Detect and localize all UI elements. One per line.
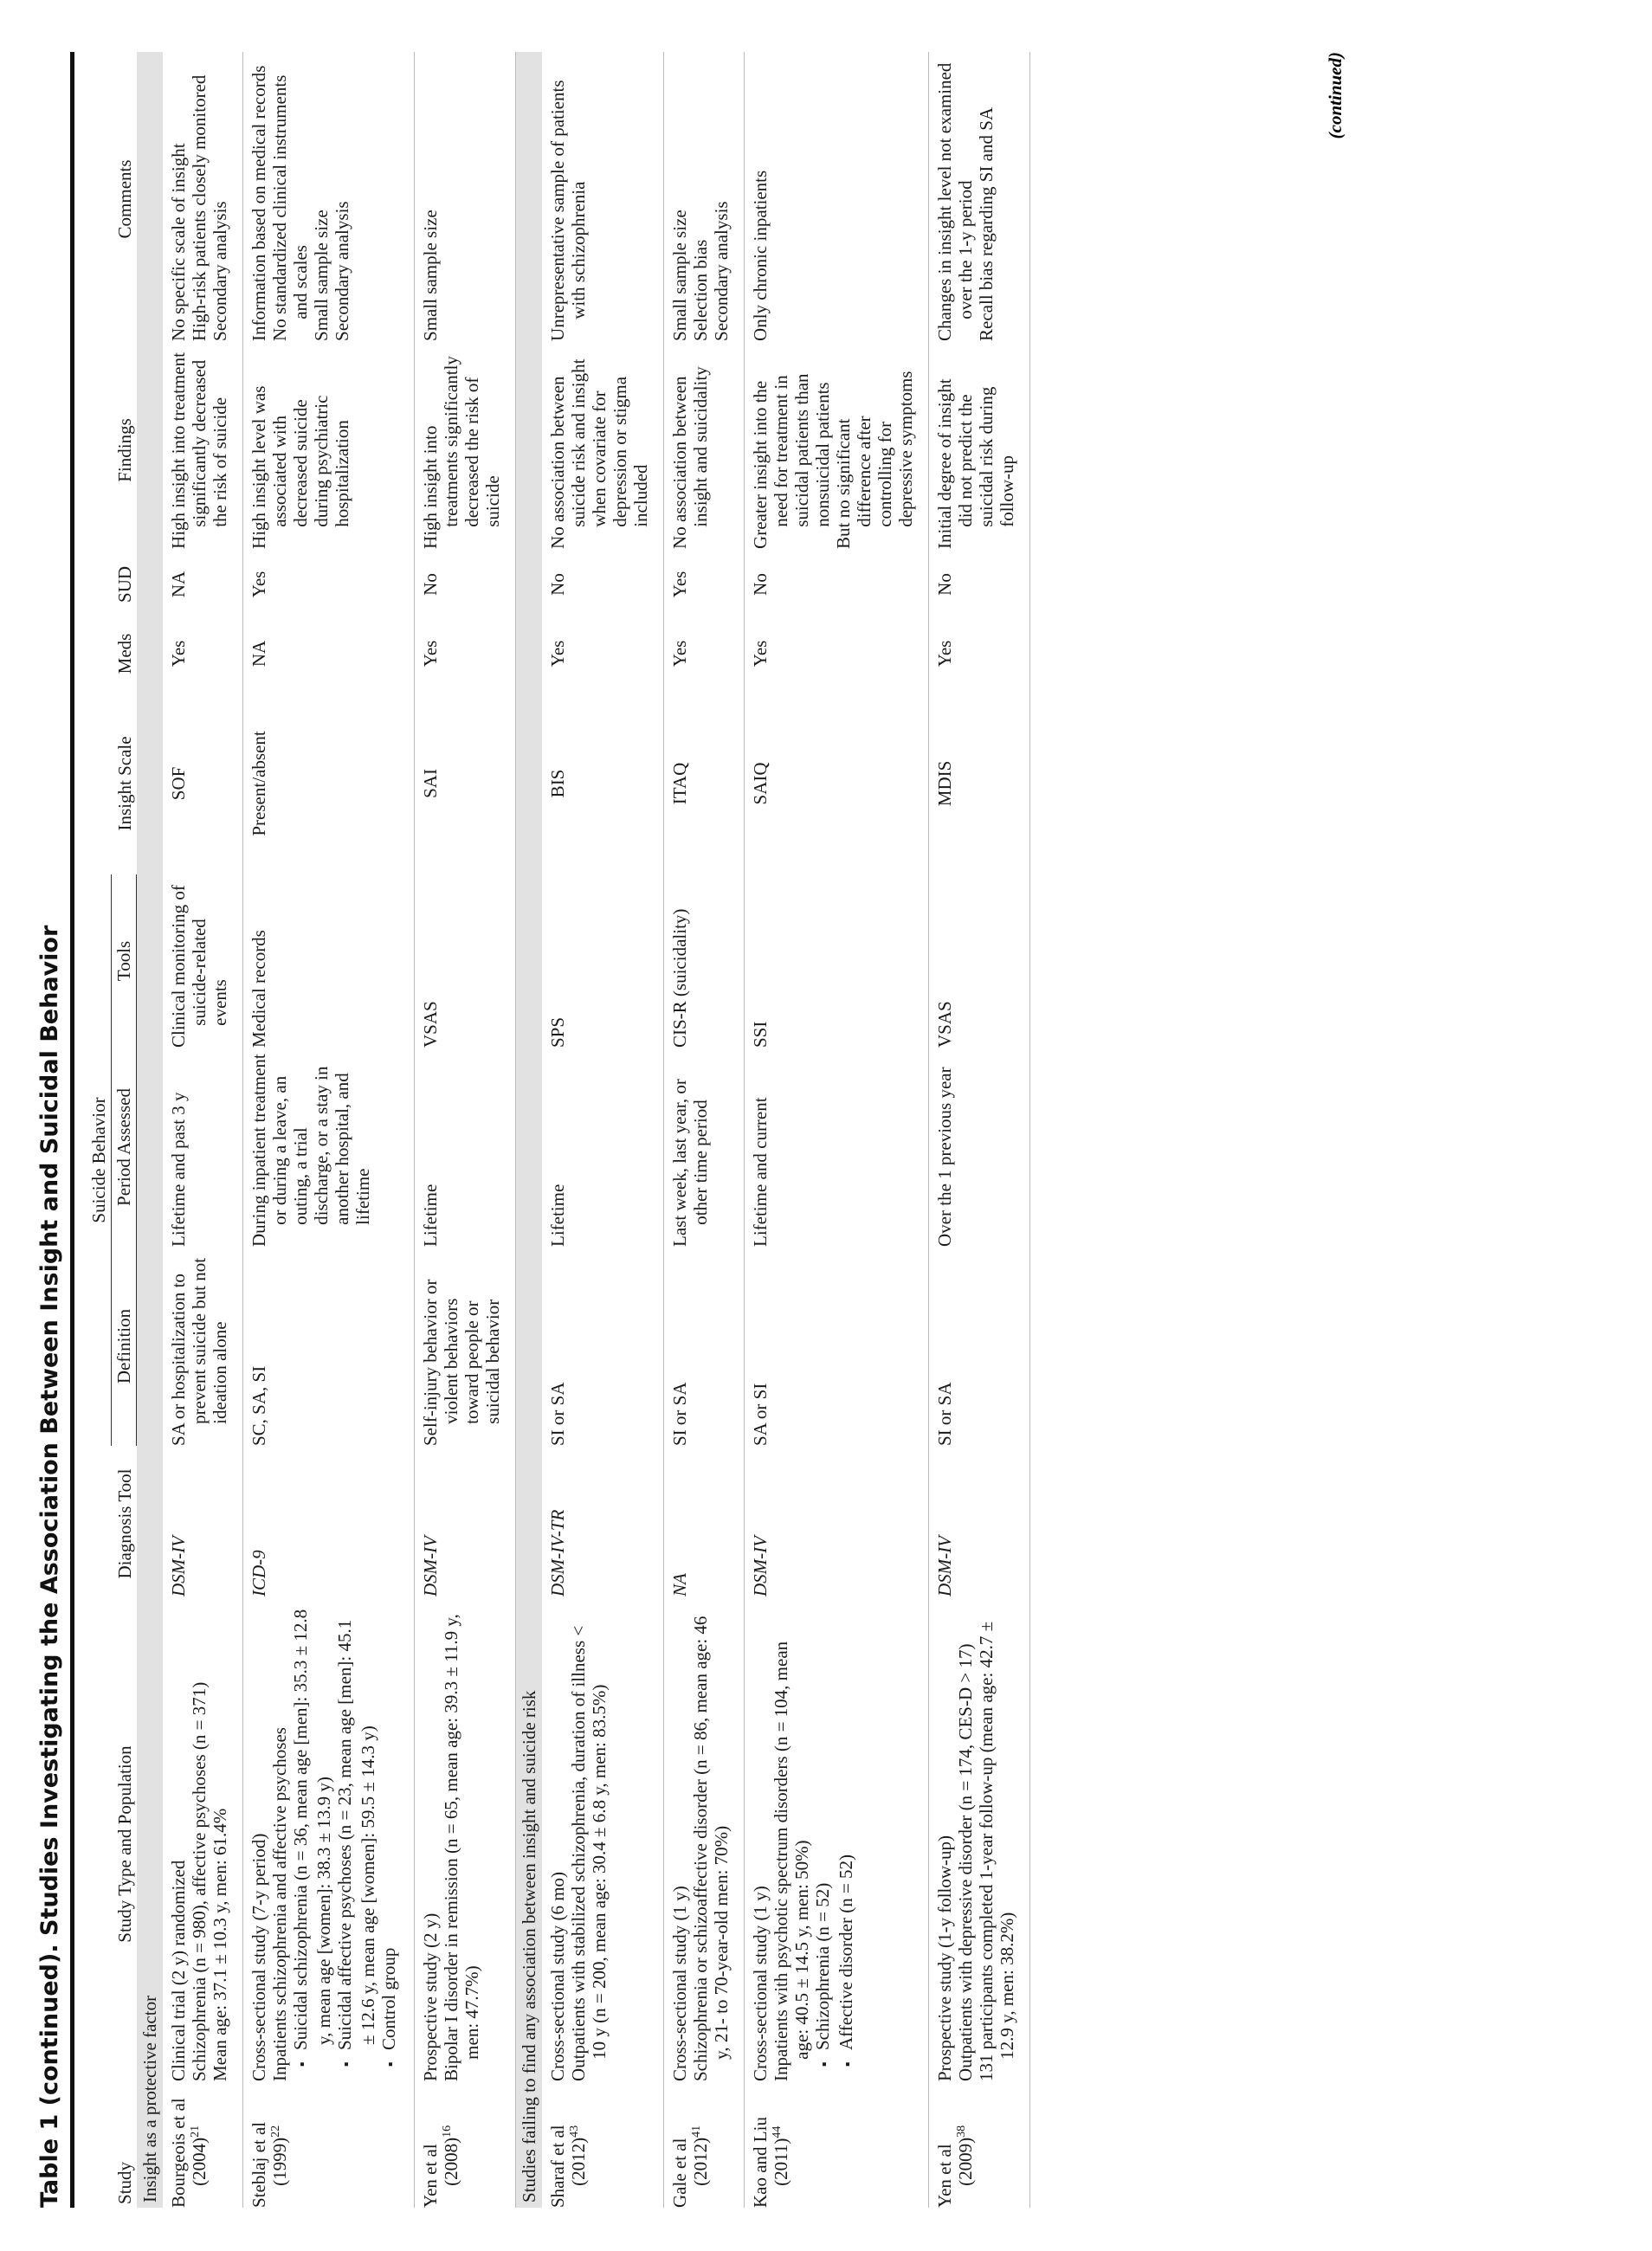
comment-line: Only chronic inpatients bbox=[750, 170, 771, 341]
study-ref: 44 bbox=[771, 2125, 784, 2138]
study-name: Yen et al (2009) bbox=[934, 2137, 976, 2208]
section-label: Insight as a protective factor bbox=[137, 52, 164, 2208]
study-type-line: Cross-sectional study (7-y period) bbox=[248, 1833, 269, 2081]
header-tools: Tools bbox=[112, 874, 137, 1048]
section-row bbox=[137, 52, 164, 2208]
population-item: ▪ Control group bbox=[378, 1607, 402, 2081]
continued-note: (continued) bbox=[1325, 52, 1345, 139]
meds-cell: Yes bbox=[929, 615, 1030, 693]
insight-scale-cell: MDIS bbox=[929, 693, 1030, 874]
study-ref: 22 bbox=[269, 2125, 282, 2138]
header-diagnosis: Diagnosis Tool bbox=[113, 1468, 135, 1579]
table-row bbox=[243, 52, 415, 2208]
meds-cell: NA bbox=[243, 615, 415, 693]
comment-line: Secondary analysis bbox=[332, 201, 352, 341]
study-type-cell bbox=[163, 1602, 243, 2087]
header-meds: Meds bbox=[113, 633, 135, 674]
comment-line: Secondary analysis bbox=[711, 201, 732, 341]
finding-line: Initial degree of insight did not predict the suicidal risk during follow-up bbox=[934, 378, 1017, 549]
period-cell: Lifetime and current bbox=[745, 1048, 929, 1247]
header-insight-scale: Insight Scale bbox=[113, 736, 135, 831]
finding-line: High insight into treatments significantly decreased the risk of suicide bbox=[420, 356, 503, 549]
header-period: Period Assessed bbox=[112, 1048, 137, 1247]
table-row bbox=[929, 52, 1030, 2208]
tools-cell: Medical records bbox=[243, 874, 415, 1048]
section-row bbox=[516, 52, 543, 2208]
study-ref: 38 bbox=[955, 2125, 968, 2138]
meds-cell: Yes bbox=[664, 615, 745, 693]
study-name: Bourgeois et al (2004) bbox=[168, 2098, 210, 2208]
period-cell: Lifetime bbox=[542, 1048, 664, 1247]
study-type-cell bbox=[664, 1602, 745, 2087]
definition-cell: SC, SA, SI bbox=[243, 1247, 415, 1446]
study-type-cell bbox=[745, 1602, 929, 2087]
study-ref: 21 bbox=[189, 2125, 202, 2138]
study-type-line: Inpatients schizophrenia and affective psychoses bbox=[269, 1727, 290, 2081]
header-sud: SUD bbox=[113, 565, 135, 603]
study-cell bbox=[542, 2087, 664, 2208]
study-type-line: Bipolar I disorder in remission (n = 65, mean age: 39.3 ± 11.9 y, men: 47.7%) bbox=[441, 1614, 482, 2081]
findings-cell bbox=[929, 346, 1030, 554]
findings-cell bbox=[163, 346, 243, 554]
sud-cell: Yes bbox=[664, 554, 745, 615]
tools-cell: VSAS bbox=[929, 874, 1030, 1048]
meds-cell: Yes bbox=[745, 615, 929, 693]
diagnosis-cell: DSM-IV bbox=[163, 1446, 243, 1602]
comments-cell bbox=[542, 52, 664, 346]
study-type-cell bbox=[542, 1602, 664, 2087]
study-type-line: Cross-sectional study (6 mo) bbox=[547, 1871, 568, 2081]
study-type-line: 131 participants completed 1-year follow-up (mean age: 42.7 ± 12.9 y, men: 38.2%) bbox=[976, 1621, 1017, 2081]
study-cell bbox=[745, 2087, 929, 2208]
section-label: Studies failing to find any association between insight and suicide risk bbox=[516, 52, 543, 2208]
finding-line: No association between insight and suicidality bbox=[669, 366, 711, 549]
comment-line: No specific scale of insight bbox=[168, 143, 189, 341]
table-title: Table 1 (continued). Studies Investigating the Association Between Insight and Suicidal Behavior bbox=[36, 52, 74, 2208]
study-name: Sharaf et al (2012) bbox=[547, 2125, 589, 2208]
meds-cell: Yes bbox=[163, 615, 243, 693]
sud-cell: No bbox=[542, 554, 664, 615]
tools-cell: Clinical monitoring of suicide-related events bbox=[163, 874, 243, 1048]
definition-cell: SA or SI bbox=[745, 1247, 929, 1446]
findings-cell bbox=[415, 346, 516, 554]
definition-cell: SI or SA bbox=[542, 1247, 664, 1446]
study-cell bbox=[163, 2087, 243, 2208]
table-row bbox=[415, 52, 516, 2208]
comment-line: Small sample size bbox=[669, 210, 690, 341]
comment-line: No standardized clinical instruments and scales bbox=[269, 74, 311, 341]
study-type-line: Schizophrenia (n = 980), affective psychoses (n = 371) bbox=[189, 1681, 210, 2081]
table-body bbox=[137, 52, 1030, 2208]
study-type-line: Mean age: 37.1 ± 10.3 y, men: 61.4% bbox=[210, 1808, 230, 2081]
comment-line: Unrepresentative sample of patients with schizophrenia bbox=[547, 80, 589, 341]
study-type-line: Outpatients with depressive disorder (n = 174, CES-D > 17) bbox=[955, 1643, 976, 2081]
header-study-type: Study Type and Population bbox=[113, 1745, 135, 1943]
comments-cell bbox=[745, 52, 929, 346]
study-name: Gale et al (2012) bbox=[669, 2137, 711, 2208]
findings-cell bbox=[243, 346, 415, 554]
study-type-line: Clinical trial (2 y) randomized bbox=[168, 1860, 189, 2081]
diagnosis-cell: ICD-9 bbox=[243, 1446, 415, 1602]
definition-cell: SI or SA bbox=[664, 1247, 745, 1446]
meds-cell: Yes bbox=[415, 615, 516, 693]
study-ref: 41 bbox=[690, 2125, 703, 2138]
header-comments: Comments bbox=[113, 159, 135, 239]
tools-cell: CIS-R (suicidality) bbox=[664, 874, 745, 1048]
finding-line: High insight level was associated with decreased suicide during psychiatric hospitalization bbox=[248, 385, 352, 549]
study-cell bbox=[243, 2087, 415, 2208]
insight-scale-cell: BIS bbox=[542, 693, 664, 874]
study-type-line: Cross-sectional study (1 y) bbox=[750, 1886, 771, 2081]
diagnosis-cell: NA bbox=[664, 1446, 745, 1602]
finding-line: But no significant difference after controlling for depressive symptoms bbox=[833, 371, 916, 549]
meds-cell: Yes bbox=[542, 615, 664, 693]
header-definition: Definition bbox=[112, 1247, 137, 1446]
study-type-cell bbox=[415, 1602, 516, 2087]
comment-line: Recall bias regarding SI and SA bbox=[976, 106, 997, 341]
population-item: ▪ Schizophrenia (n = 52) bbox=[812, 1607, 836, 2081]
study-cell bbox=[415, 2087, 516, 2208]
diagnosis-cell: DSM-IV bbox=[745, 1446, 929, 1602]
definition-cell: SA or hospitalization to prevent suicide but not ideation alone bbox=[163, 1247, 243, 1446]
tools-cell: VSAS bbox=[415, 874, 516, 1048]
header-findings: Findings bbox=[113, 418, 135, 482]
insight-scale-cell: SAI bbox=[415, 693, 516, 874]
sud-cell: No bbox=[415, 554, 516, 615]
comment-line: Secondary analysis bbox=[210, 201, 230, 341]
study-ref: 43 bbox=[568, 2125, 581, 2138]
insight-scale-cell: ITAQ bbox=[664, 693, 745, 874]
insight-scale-cell: SOF bbox=[163, 693, 243, 874]
table-row bbox=[745, 52, 929, 2208]
comment-line: High-risk patients closely monitored bbox=[189, 74, 210, 341]
comments-cell bbox=[929, 52, 1030, 346]
comment-line: Small sample size bbox=[420, 210, 441, 341]
finding-line: No association between suicide risk and insight when covariate for depression or stigma included bbox=[547, 358, 651, 549]
comment-line: Information based on medical records bbox=[248, 65, 269, 341]
finding-line: Greater insight into the need for treatment in suicidal patients than nonsuicidal patients bbox=[750, 373, 833, 549]
findings-cell bbox=[542, 346, 664, 554]
study-name: Yen et al (2008) bbox=[420, 2137, 461, 2208]
table-row bbox=[664, 52, 745, 2208]
study-cell bbox=[664, 2087, 745, 2208]
definition-cell: SI or SA bbox=[929, 1247, 1030, 1446]
diagnosis-cell: DSM-IV bbox=[929, 1446, 1030, 1602]
population-item: ▪ Suicidal schizophrenia (n = 36, mean age [men]: 35.3 ± 12.8 y, mean age [women]: 38.3 ± 13.9 y) bbox=[290, 1607, 334, 2081]
header-study: Study bbox=[113, 2161, 135, 2204]
population-list bbox=[290, 1607, 402, 2081]
comment-line: Selection bias bbox=[690, 239, 711, 341]
population-list bbox=[812, 1607, 859, 2081]
comments-cell bbox=[243, 52, 415, 346]
period-cell: Lifetime and past 3 y bbox=[163, 1048, 243, 1247]
sud-cell: Yes bbox=[243, 554, 415, 615]
study-type-line: Prospective study (1-y follow-up) bbox=[934, 1835, 955, 2081]
study-name: Kao and Liu (2011) bbox=[750, 2117, 791, 2208]
period-cell: Last week, last year, or other time period bbox=[664, 1048, 745, 1247]
period-cell: Over the 1 previous year bbox=[929, 1048, 1030, 1247]
findings-cell bbox=[745, 346, 929, 554]
comment-line: Changes in insight level not examined over the 1-y period bbox=[934, 62, 976, 341]
sud-cell: No bbox=[745, 554, 929, 615]
sud-cell: NA bbox=[163, 554, 243, 615]
diagnosis-cell: DSM-IV bbox=[415, 1446, 516, 1602]
comments-cell bbox=[664, 52, 745, 346]
study-type-line: Prospective study (2 y) bbox=[420, 1912, 441, 2081]
comments-cell bbox=[415, 52, 516, 346]
tools-cell: SSI bbox=[745, 874, 929, 1048]
table-row bbox=[163, 52, 243, 2208]
population-item: ▪ Affective disorder (n = 52) bbox=[836, 1607, 859, 2081]
study-type-line: Inpatients with psychotic spectrum disorders (n = 104, mean age: 40.5 ± 14.5 y, men: 50%) bbox=[771, 1641, 812, 2081]
header-suicide-behavior: Suicide Behavior bbox=[87, 874, 112, 1446]
period-cell: During inpatient treatment or during a leave, an outing, a trial discharge, or a stay in another hospital, and lifetime bbox=[243, 1048, 415, 1247]
definition-cell: Self-injury behavior or violent behaviors toward people or suicidal behavior bbox=[415, 1247, 516, 1446]
findings-cell bbox=[664, 346, 745, 554]
study-type-cell bbox=[929, 1602, 1030, 2087]
sud-cell: No bbox=[929, 554, 1030, 615]
table-row bbox=[542, 52, 664, 2208]
insight-scale-cell: SAIQ bbox=[745, 693, 929, 874]
study-type-line: Schizophrenia or schizoaffective disorder (n = 86, mean age: 46 y, 21- to 70-year-old men: 70%) bbox=[690, 1616, 732, 2081]
diagnosis-cell: DSM-IV-TR bbox=[542, 1446, 664, 1602]
period-cell: Lifetime bbox=[415, 1048, 516, 1247]
population-item: ▪ Suicidal affective psychoses (n = 23, mean age [men]: 45.1 ± 12.6 y, mean age [women]: 59.5 ± 14.3 y) bbox=[334, 1607, 378, 2081]
study-name: Steblaj et al (1999) bbox=[248, 2121, 290, 2208]
insight-scale-cell: Present/absent bbox=[243, 693, 415, 874]
study-cell bbox=[929, 2087, 1030, 2208]
study-type-line: Outpatients with stabilized schizophrenia, duration of illness < 10 y (n = 200, mean age: 30.4 ± 6.8 y, men: 83.5%) bbox=[568, 1625, 610, 2081]
comments-cell bbox=[163, 52, 243, 346]
comment-line: Small sample size bbox=[311, 210, 332, 341]
finding-line: High insight into treatment significantly decreased the risk of suicide bbox=[168, 352, 230, 549]
study-type-cell bbox=[243, 1602, 415, 2087]
study-type-line: Cross-sectional study (1 y) bbox=[669, 1886, 690, 2081]
studies-table bbox=[87, 52, 1030, 2208]
tools-cell: SPS bbox=[542, 874, 664, 1048]
study-ref: 16 bbox=[441, 2125, 454, 2138]
